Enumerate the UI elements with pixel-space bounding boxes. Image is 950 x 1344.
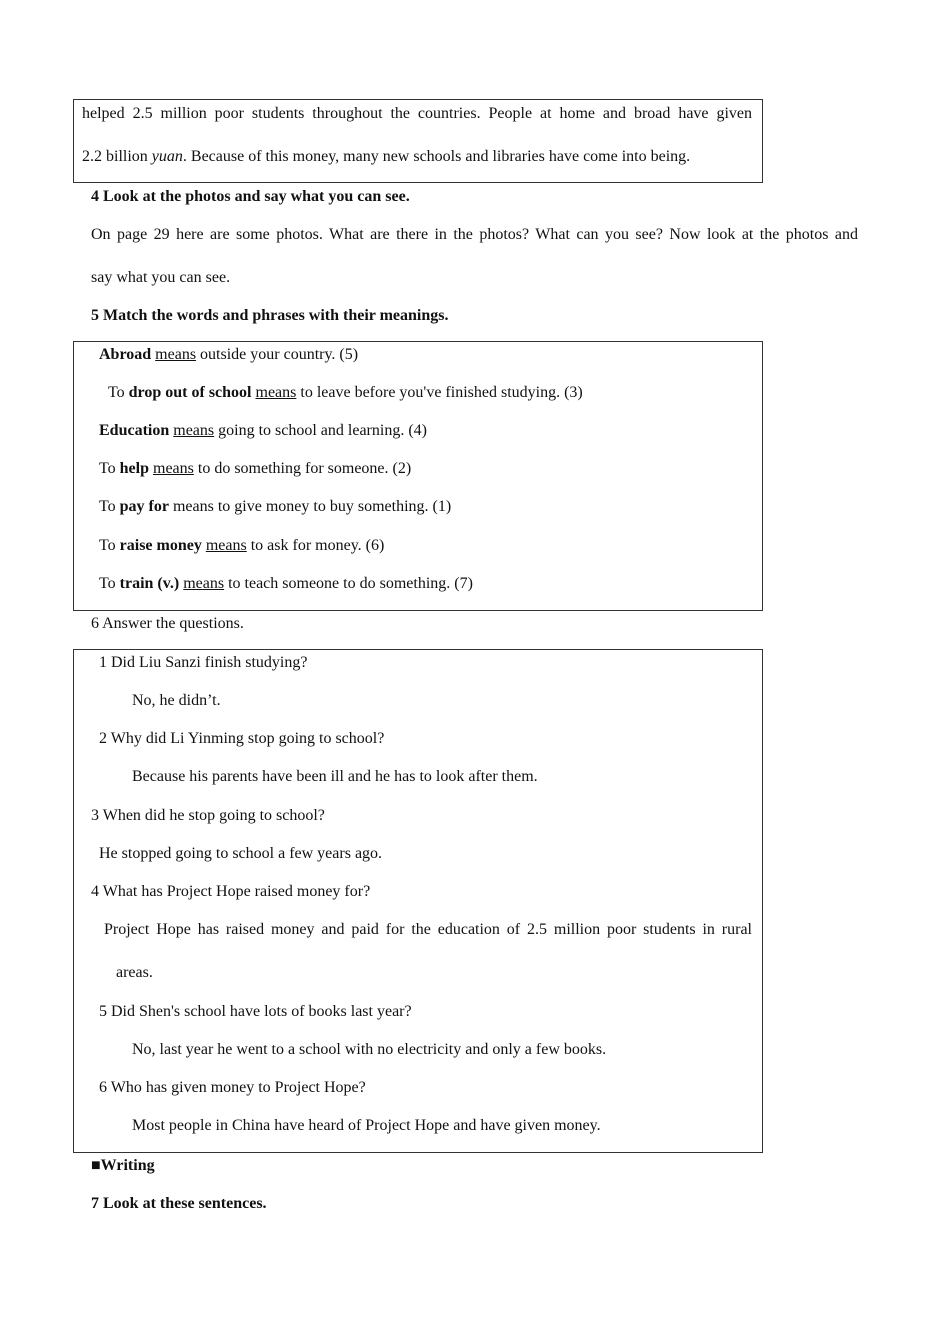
section-4-line-2: say what you can see. xyxy=(91,269,231,286)
match-item: To drop out of school means to leave before you've finished studying. (3) xyxy=(108,384,583,401)
match-item: To pay for means to give money to buy something. (1) xyxy=(99,498,452,515)
section-6-heading: 6 Answer the questions. xyxy=(91,615,244,632)
match-item: To train (v.) means to teach someone to do something. (7) xyxy=(99,575,473,592)
square-bullet-icon: ■ xyxy=(91,1157,101,1174)
top-box-line-2-pre: 2.2 billion xyxy=(82,148,152,165)
question-6: 6 Who has given money to Project Hope? xyxy=(99,1079,366,1096)
answer-3: He stopped going to school a few years ago. xyxy=(99,845,383,862)
match-item: Education means going to school and learning. (4) xyxy=(99,422,427,439)
top-box-line-1: helped 2.5 million poor students throughout the countries. People at home and broad have given xyxy=(82,105,752,122)
answer-4-line-2: areas. xyxy=(116,964,153,981)
section-5-heading: 5 Match the words and phrases with their meanings. xyxy=(91,307,449,324)
section-4-heading: 4 Look at the photos and say what you can see. xyxy=(91,188,410,205)
answer-5: No, last year he went to a school with no electricity and only a few books. xyxy=(132,1041,607,1058)
question-2: 2 Why did Li Yinming stop going to school? xyxy=(99,730,385,747)
answer-6: Most people in China have heard of Project Hope and have given money. xyxy=(132,1117,601,1134)
section-7-heading: 7 Look at these sentences. xyxy=(91,1195,267,1212)
match-item: To raise money means to ask for money. (6) xyxy=(99,537,385,554)
match-item: Abroad means outside your country. (5) xyxy=(99,346,359,363)
section-4-line-1: On page 29 here are some photos. What are there in the photos? What can you see? Now look at the photos and xyxy=(91,226,858,243)
top-box-yuan: yuan xyxy=(151,148,183,165)
match-item: To help means to do something for someone. (2) xyxy=(99,460,412,477)
question-4: 4 What has Project Hope raised money for? xyxy=(91,883,371,900)
answer-1: No, he didn’t. xyxy=(132,692,221,709)
top-box-line-2 xyxy=(82,147,690,167)
answer-2: Because his parents have been ill and he has to look after them. xyxy=(132,768,538,785)
writing-heading xyxy=(91,1156,155,1176)
writing-label: Writing xyxy=(100,1157,155,1174)
answer-4-line-1: Project Hope has raised money and paid for the education of 2.5 million poor students in rural xyxy=(104,921,752,938)
question-1: 1 Did Liu Sanzi finish studying? xyxy=(99,654,308,671)
question-5: 5 Did Shen's school have lots of books last year? xyxy=(99,1003,412,1020)
top-box-line-2-post: . Because of this money, many new schools and libraries have come into being. xyxy=(182,148,691,165)
question-3: 3 When did he stop going to school? xyxy=(91,807,325,824)
